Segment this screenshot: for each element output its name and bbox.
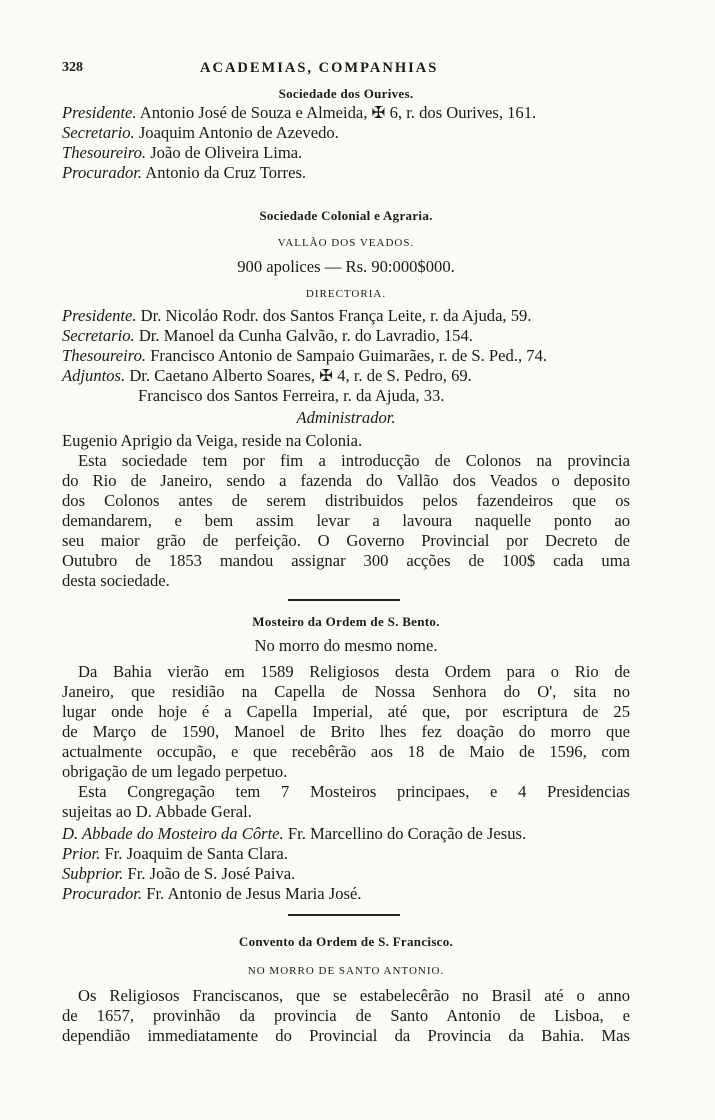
entry-value: Antonio José de Souza e Almeida, ✠ 6, r. dos Ourives, 161. <box>139 103 537 122</box>
entry-label: D. Abbade do Mosteiro da Côrte. <box>62 824 284 843</box>
colonial-paragraph-line: Outubro de 1853 mandou assignar 300 acções de 100$ cada uma <box>62 551 630 570</box>
colonial-capital: 900 apolices — Rs. 90:000$000. <box>237 257 455 276</box>
bento-paragraph-line: de Março de 1590, Manoel de Brito lhes fez doação do morro que <box>62 722 630 741</box>
colonial-paragraph-line: desta sociedade. <box>62 571 170 590</box>
colonial-paragraph-line: demandarem, e bem assim levar a lavoura naquelle ponto ao <box>62 511 630 530</box>
bento-subtitle: No morro do mesmo nome. <box>254 636 438 655</box>
running-title: ACADEMIAS, COMPANHIAS <box>200 60 439 76</box>
administrador-heading: Administrador. <box>296 408 396 427</box>
francisco-paragraph-line: dependião immediatamente do Provincial da Provincia da Bahia. Mas <box>62 1026 630 1045</box>
entry-label: Presidente. <box>62 103 137 122</box>
francisco-paragraph-line: Os Religiosos Franciscanos, que se estabelecêrão no Brasil até o anno <box>78 986 630 1005</box>
bento-subprior-row <box>62 864 630 884</box>
entry-label: Thesoureiro. <box>62 143 147 162</box>
entry-value: Fr. Antonio de Jesus Maria José. <box>146 884 362 903</box>
entry-value: Fr. Joaquim de Santa Clara. <box>104 844 288 863</box>
colonial-adjunto-2: Francisco dos Santos Ferreira, r. da Ajuda, 33. <box>138 386 445 405</box>
section-divider <box>288 914 400 916</box>
ourives-secretario-row <box>62 123 630 143</box>
entry-value: Fr. João de S. José Paiva. <box>127 864 296 883</box>
bento-paragraph-line: lugar onde hoje é a Capella Imperial, até que, por escriptura de 25 <box>62 702 630 721</box>
entry-label: Secretario. <box>62 123 135 142</box>
colonial-paragraph-line: do Rio de Janeiro, sendo a fazenda do Vallão dos Veados o deposito <box>62 471 630 490</box>
entry-value: Fr. Marcellino do Coração de Jesus. <box>287 824 527 843</box>
directoria-heading: DIRECTORIA. <box>305 288 387 300</box>
entry-label: Prior. <box>62 844 101 863</box>
entry-value: Dr. Nicoláo Rodr. dos Santos França Leite, r. da Ajuda, 59. <box>140 306 532 325</box>
ourives-presidente-row <box>62 103 630 123</box>
entry-label: Secretario. <box>62 326 135 345</box>
entry-value: João de Oliveira Lima. <box>150 143 303 162</box>
entry-label: Adjuntos. <box>62 366 126 385</box>
administrador-name: Eugenio Aprigio da Veiga, reside na Colonia. <box>62 431 363 450</box>
bento-paragraph-line: obrigação de um legado perpetuo. <box>62 762 288 781</box>
colonial-thesoureiro-row <box>62 346 630 366</box>
bento-paragraph-line: actualmente occupão, e que recebêrão aos 18 de Maio de 1596, com <box>62 742 630 761</box>
bento-prior-row <box>62 844 630 864</box>
entry-value: Antonio da Cruz Torres. <box>145 163 307 182</box>
entry-label: Procurador. <box>62 163 143 182</box>
entry-label: Presidente. <box>62 306 137 325</box>
francisco-paragraph-line: de 1657, provinhão da provincia de Santo Antonio de Lisboa, e <box>62 1006 630 1025</box>
colonial-paragraph-line: Esta sociedade tem por fim a introducção de Colonos na provincia <box>78 451 630 470</box>
entry-value: Francisco Antonio de Sampaio Guimarães, r. de S. Ped., 74. <box>150 346 548 365</box>
bento-procurador-row <box>62 884 630 904</box>
colonial-title: Sociedade Colonial e Agraria. <box>259 208 433 223</box>
bento-title: Mosteiro da Ordem de S. Bento. <box>252 614 440 629</box>
entry-label: Subprior. <box>62 864 124 883</box>
bento-paragraph-line: Esta Congregação tem 7 Mosteiros principaes, e 4 Presidencias <box>78 782 630 801</box>
entry-label: Procurador. <box>62 884 143 903</box>
colonial-adjuntos-row <box>62 366 630 386</box>
bento-paragraph-line: Da Bahia vierão em 1589 Religiosos desta Ordem para o Rio de <box>78 662 630 681</box>
bento-abbade-row <box>62 824 630 844</box>
entry-value: Dr. Caetano Alberto Soares, ✠ 4, r. de S. Pedro, 69. <box>129 366 472 385</box>
page-number: 328 <box>62 60 83 75</box>
section-divider <box>288 599 400 601</box>
colonial-place: VALLÃO DOS VEADOS. <box>277 237 415 249</box>
entry-value: Dr. Manoel da Cunha Galvão, r. do Lavradio, 154. <box>138 326 473 345</box>
colonial-paragraph-line: seu maior grão de perfeição. O Governo Provincial por Decreto de <box>62 531 630 550</box>
ourives-title: Sociedade dos Ourives. <box>278 86 414 101</box>
francisco-title: Convento da Ordem de S. Francisco. <box>238 934 454 949</box>
ourives-procurador-row <box>62 163 630 183</box>
bento-paragraph-line: Janeiro, que residião na Capella de Nossa Senhora do O', sita no <box>62 682 630 701</box>
francisco-place: NO MORRO DE SANTO ANTONIO. <box>247 965 445 977</box>
colonial-paragraph-line: dos Colonos antes de serem distribuidos pelos fazendeiros que os <box>62 491 630 510</box>
colonial-presidente-row <box>62 306 630 326</box>
colonial-secretario-row <box>62 326 630 346</box>
entry-label: Thesoureiro. <box>62 346 147 365</box>
entry-value: Joaquim Antonio de Azevedo. <box>138 123 339 142</box>
bento-paragraph-line: sujeitas ao D. Abbade Geral. <box>62 802 252 821</box>
ourives-thesoureiro-row <box>62 143 630 163</box>
